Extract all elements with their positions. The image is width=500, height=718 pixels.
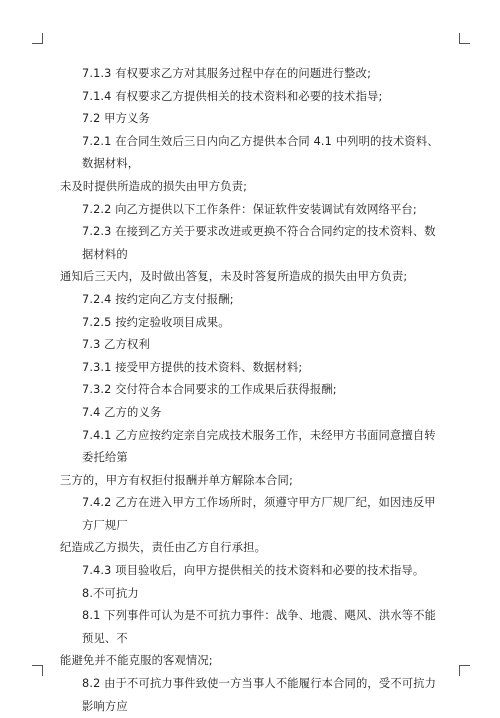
clause-paragraph-line: 未及时提供所造成的损失由甲方负责; xyxy=(60,179,248,193)
crop-mark-top-left xyxy=(32,33,43,44)
section-heading-line: 7.2 甲方义务 xyxy=(82,112,150,126)
section-heading-line: 8.不可抗力 xyxy=(82,586,139,600)
clause-paragraph-line: 7.2.2 向乙方提供以下工作条件：保证软件安装调试有效网络平台; xyxy=(82,202,417,216)
clause-paragraph-line: 8.2 由于不可抗力事件致使一方当事人不能履行本合同的，受不可抗力影响方应 xyxy=(82,677,437,713)
crop-mark-bottom-right xyxy=(459,665,470,676)
clause-paragraph-line: 7.2.4 按约定向乙方支付报酬; xyxy=(82,292,234,306)
clause-paragraph-line: 7.4.1 乙方应按约定亲自完成技术服务工作，未经甲方书面同意擅自转委托给第 xyxy=(82,428,436,465)
clause-paragraph-line: 三方的，甲方有权拒付报酬并单方解除本合同; xyxy=(60,473,293,487)
clause-paragraph-line: 7.3.1 接受甲方提供的技术资料、数据材料; xyxy=(82,360,303,374)
clause-paragraph-line: 7.2.1 在合同生效后三日内向乙方提供本合同 4.1 中列明的技术资料、数据材料， xyxy=(82,134,439,171)
clause-paragraph-line: 纪造成乙方损失，责任由乙方自行承担。 xyxy=(60,541,267,555)
section-heading-line: 7.3 乙方权利 xyxy=(82,338,150,352)
clause-paragraph-line: 7.4.3 项目验收后，向甲方提供相关的技术资料和必要的技术指导。 xyxy=(82,564,425,578)
clause-paragraph-line: 7.2.3 在接到乙方关于要求改进或更换不符合合同约定的技术资料、数据材料的 xyxy=(82,225,436,261)
clause-paragraph-line: 7.1.4 有权要求乙方提供相关的技术资料和必要的技术指导; xyxy=(82,89,383,103)
section-heading-line: 7.4 乙方的义务 xyxy=(82,405,162,419)
clause-paragraph-line: 通知后三天内，及时做出答复，未及时答复所造成的损失由甲方负责; xyxy=(60,270,408,284)
crop-mark-bottom-left xyxy=(32,665,43,676)
clause-paragraph-line: 8.1 下列事件可认为是不可抗力事件：战争、地震、飓风、洪水等不能预见、不 xyxy=(82,609,437,645)
clause-paragraph-line: 能避免并不能克服的客观情况; xyxy=(60,654,213,668)
crop-mark-top-right xyxy=(459,33,470,44)
clause-paragraph-line: 7.2.5 按约定验收项目成果。 xyxy=(82,315,230,329)
document-body xyxy=(60,63,444,718)
clause-paragraph-line: 7.1.3 有权要求乙方对其服务过程中存在的问题进行整改; xyxy=(82,67,372,80)
clause-paragraph-line: 7.4.2 乙方在进入甲方工作场所时，须遵守甲方厂规厂纪，如因违反甲方厂规厂 xyxy=(82,496,436,532)
clause-paragraph-line: 7.3.2 交付符合本合同要求的工作成果后获得报酬; xyxy=(82,383,337,397)
